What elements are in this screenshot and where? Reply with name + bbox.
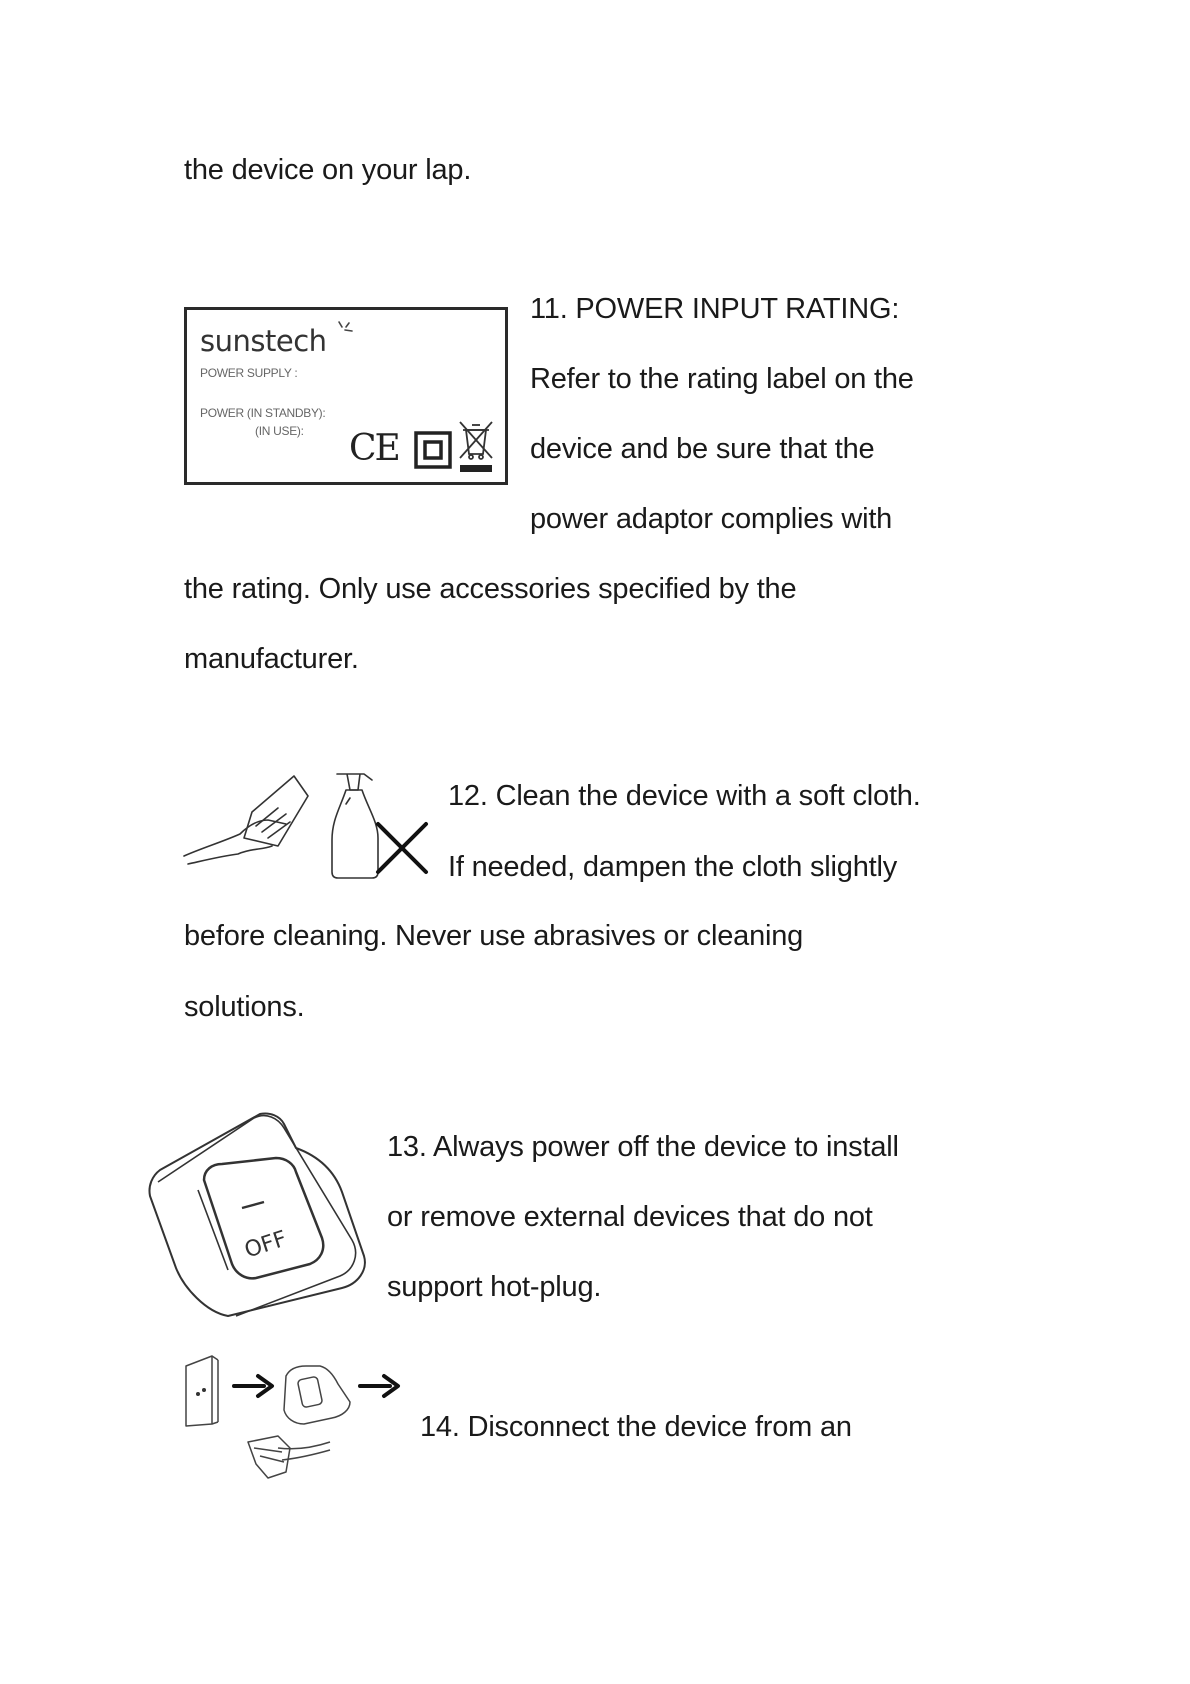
section-13-title: 13. Always power off the device to install (387, 1131, 899, 1163)
text-line: or remove external devices that do not (387, 1201, 873, 1233)
section-14-title: 14. Disconnect the device from an (420, 1411, 852, 1443)
socket-hole-icon (196, 1392, 200, 1396)
ce-mark-icon: CE (349, 428, 399, 469)
text-line: solutions. (184, 991, 305, 1023)
text-line: manufacturer. (184, 643, 359, 675)
socket-hole-icon (202, 1388, 206, 1392)
brand-logo: sunstech (200, 324, 327, 358)
double-insulation-icon (413, 430, 453, 470)
text-line: before cleaning. Never use abrasives or cleaning (184, 920, 804, 952)
section-12-title: 12. Clean the device with a soft cloth. (448, 780, 921, 812)
off-label: OFF (241, 1226, 290, 1264)
in-use-label: (IN USE): (255, 424, 304, 438)
text-line: power adaptor complies with (530, 503, 893, 535)
section-11-title: 11. POWER INPUT RATING: (530, 293, 900, 325)
power-supply-label: POWER SUPPLY : (200, 366, 298, 380)
text-line: If needed, dampen the cloth slightly (448, 851, 898, 883)
power-switch-illustration (146, 1110, 376, 1325)
weee-bin-icon (457, 418, 495, 476)
text-line: Refer to the rating label on the (530, 363, 914, 395)
power-standby-label: POWER (IN STANDBY): (200, 406, 326, 420)
text-line: the device on your lap. (184, 154, 472, 186)
disconnect-sequence-illustration (182, 1352, 402, 1482)
rating-label-illustration (184, 307, 508, 485)
text-line: the rating. Only use accessories specified by the (184, 573, 797, 605)
text-line: device and be sure that the (530, 433, 875, 465)
sparkle-icon (335, 320, 355, 340)
text-line: support hot-plug. (387, 1271, 602, 1303)
cleaning-cloth-illustration (182, 768, 432, 880)
